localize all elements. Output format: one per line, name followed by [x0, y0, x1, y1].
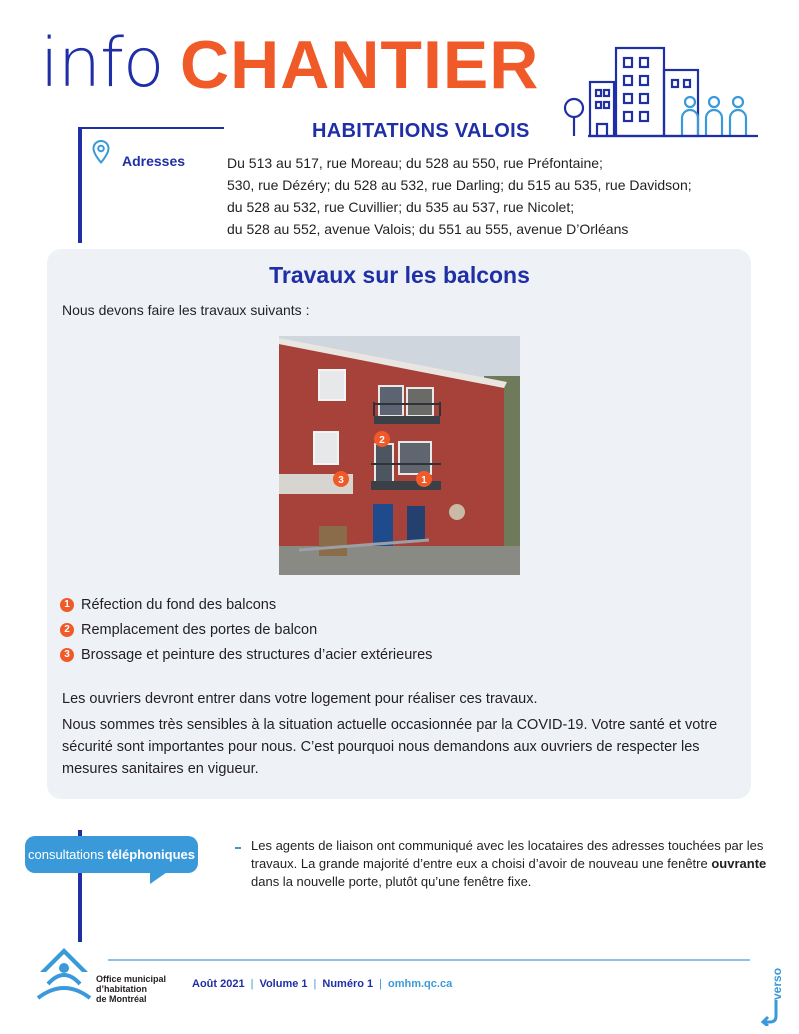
number-badge: 2: [60, 623, 74, 637]
works-list: [60, 592, 432, 667]
left-vertical-rule-top: [78, 127, 82, 243]
separator: |: [379, 978, 382, 990]
work-item-text: Remplacement des portes de balcon: [81, 621, 318, 638]
number-badge: 1: [60, 598, 74, 612]
omhm-logo-icon: [34, 944, 94, 1006]
website-link[interactable]: omhm.qc.ca: [388, 978, 453, 990]
separator: |: [250, 978, 254, 990]
list-item: [60, 592, 432, 617]
bubble-text-bold: téléphoniques: [106, 847, 195, 862]
organization-name-line: de Montréal: [96, 994, 147, 1004]
verso-label[interactable]: verso: [770, 967, 784, 1000]
note-dash: [235, 847, 241, 849]
issue-volume: Volume 1: [259, 978, 308, 990]
verso-arrow-icon[interactable]: [760, 998, 782, 1026]
work-item-text: Réfection du fond des balcons: [81, 596, 277, 613]
separator: |: [313, 978, 317, 990]
address-line: du 528 au 532, rue Cuvillier; du 535 au 537, rue Nicolet;: [227, 199, 575, 215]
organization-name: [96, 974, 166, 1004]
consultation-note: [251, 837, 771, 891]
organization-name-line: d’habitation: [96, 984, 147, 994]
address-lines: [227, 152, 692, 240]
footer-info: [192, 978, 452, 990]
organization-name-line: Office municipal: [96, 974, 167, 984]
works-paragraph-access: Les ouvriers devront entrer dans votre logement pour réaliser ces travaux.: [62, 691, 538, 707]
address-label: Adresses: [122, 153, 186, 169]
map-pin-icon: [92, 140, 110, 164]
note-text-bold: ouvrante: [711, 856, 767, 871]
note-text: dans la nouvelle porte, plutôt qu’une fenêtre fixe.: [251, 874, 532, 889]
issue-date: Août 2021: [192, 978, 245, 990]
footer-rule: [108, 959, 750, 961]
list-item: [60, 617, 432, 642]
address-top-rule: [78, 127, 224, 129]
note-text: Les agents de liaison ont communiqué avec les locataires des adresses touchées par les travaux. La grande majorité d’entre eux a choisi d’avoir de nouveau une fenêtre: [251, 838, 764, 871]
city-buildings-icon: [562, 44, 760, 140]
masthead-title-info: info: [40, 24, 164, 103]
svg-text:3: 3: [338, 475, 344, 486]
list-item: [60, 642, 432, 667]
address-line: du 528 au 552, avenue Valois; du 551 au 555, avenue D’Orléans: [227, 221, 629, 237]
bubble-tail: [150, 870, 170, 884]
masthead-subtitle: HABITATIONS VALOIS: [312, 120, 530, 142]
work-item-text: Brossage et peinture des structures d’acier extérieures: [81, 646, 433, 663]
address-line: 530, rue Dézéry; du 528 au 532, rue Darling; du 515 au 535, rue Davidson;: [227, 177, 692, 193]
svg-text:2: 2: [379, 435, 385, 446]
masthead-title-chantier: CHANTIER: [180, 27, 540, 103]
number-badge: 3: [60, 648, 74, 662]
bubble-text: consultations: [27, 847, 104, 862]
works-intro: Nous devons faire les travaux suivants :: [62, 302, 310, 318]
svg-text:1: 1: [421, 475, 427, 486]
consultation-bubble: [25, 836, 198, 873]
works-title: Travaux sur les balcons: [269, 262, 530, 288]
works-paragraph-covid: Nous sommes très sensibles à la situation actuelle occasionnée par la COVID-19. Votre santé et votre sécurité sont importantes pour nous. C’est pourquoi nous demandons aux ouvriers de respecter les mesures sanitaires en vigueur.: [62, 717, 718, 777]
issue-number: Numéro 1: [322, 978, 374, 990]
address-line: Du 513 au 517, rue Moreau; du 528 au 550, rue Préfontaine;: [227, 155, 603, 171]
building-photo: [279, 336, 520, 575]
